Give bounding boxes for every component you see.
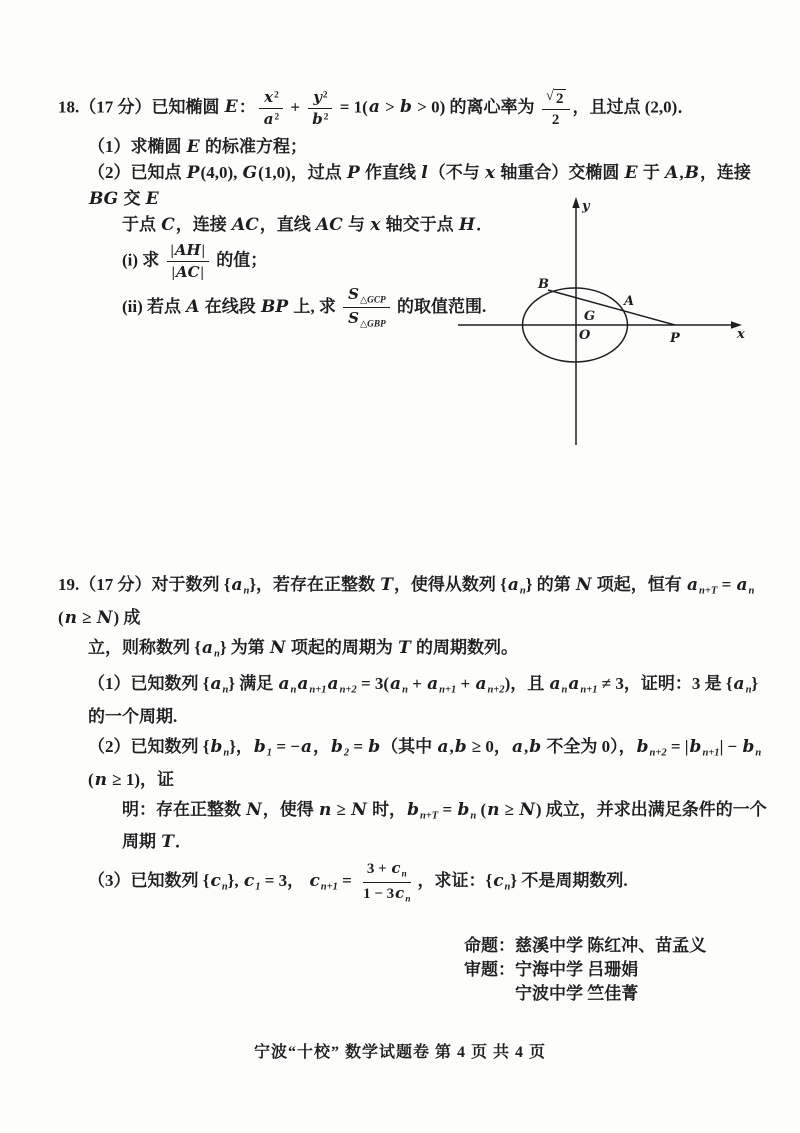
math-text: + [407, 674, 427, 694]
math-text: n+2 [649, 747, 667, 759]
math-text: a [297, 674, 309, 695]
math-radical [546, 89, 566, 108]
math-text: a [300, 737, 312, 758]
math-text: 明：存在正整数 [122, 799, 246, 819]
math-text: = − [272, 737, 300, 757]
math-text: b [368, 737, 381, 758]
math-text: n [223, 747, 230, 759]
label-x: x [737, 327, 745, 342]
math-text: = [438, 799, 457, 819]
math-fraction [167, 241, 209, 282]
math-text: a [568, 674, 580, 695]
math-text: n+1 [439, 685, 457, 697]
math-text: = [717, 575, 736, 594]
math-text: a [278, 674, 290, 695]
label-y: y [582, 199, 590, 214]
math-text: （2）已知点 [88, 163, 186, 182]
math-text: c [309, 871, 320, 892]
math-text: T [161, 832, 174, 853]
credit-reviewer-2: 宁波中学 竺佳菁 [515, 984, 639, 1003]
math-text: 上, 求 [289, 296, 341, 316]
math-text: n [504, 881, 511, 893]
math-text: , [449, 737, 454, 757]
radical-body: 2 [556, 91, 564, 108]
math-text: AC [316, 215, 343, 235]
math-text: b [454, 737, 467, 758]
math-text: ≥ [78, 607, 96, 627]
page-footer: 宁波“十校” 数学试题卷 第 4 页 共 4 页 [253, 1044, 546, 1061]
math-text: a [687, 575, 699, 595]
math-text: }， [229, 737, 253, 757]
label-point-a: A [624, 294, 635, 309]
math-text: (1,0)，过点 [258, 163, 346, 182]
math-text: n [319, 799, 332, 820]
math-text: n [94, 769, 108, 790]
math-text: N [351, 799, 367, 820]
math-text: ，且过点 (2,0)． [572, 97, 695, 117]
fraction-denominator [548, 110, 564, 129]
label-point-g: G [584, 309, 596, 324]
math-text: ，连接 [699, 163, 751, 182]
math-text: ： [238, 97, 256, 117]
math-text: 的取值范围. [392, 296, 487, 316]
math-fraction [343, 285, 390, 331]
math-text: ≥ 0， [467, 737, 511, 757]
math-text: n+T [419, 810, 439, 822]
math-text: （1）求椭圆 [88, 137, 186, 156]
problem-19-part2-line1 [58, 734, 774, 793]
math-text: 3 + [366, 861, 391, 878]
math-text: BP [260, 296, 289, 317]
math-text: 2 [323, 112, 329, 123]
math-text: 立，则称数列 { [88, 637, 201, 657]
math-text: + [286, 97, 305, 117]
fraction-denominator [168, 262, 208, 282]
math-text: ≠ 3，证明：3 是 { [597, 674, 733, 694]
math-text: C [161, 215, 175, 235]
math-text: } 为第 [219, 637, 270, 657]
math-text: c [391, 859, 401, 878]
math-text: n [487, 799, 500, 820]
math-text: （2）已知数列 { [88, 737, 210, 757]
math-text: n [748, 585, 755, 597]
math-text: n [519, 585, 526, 597]
math-text: )，且 [504, 674, 549, 694]
math-text: A [186, 296, 200, 317]
math-text: a [390, 674, 402, 695]
math-text: ≥ 1)，证 [108, 769, 175, 789]
label-origin: O [579, 328, 591, 343]
math-text: BG [89, 189, 119, 209]
math-text: （不与 [428, 163, 484, 182]
math-text: (4,0), [200, 163, 242, 182]
math-text: n+1 [320, 881, 338, 893]
credit-reviewer-1: 审题：宁海中学 吕珊娟 [464, 960, 639, 979]
math-text: ，使得 [262, 799, 319, 819]
math-text: a [210, 674, 222, 695]
problem-19 [58, 572, 774, 909]
math-text: ( [476, 799, 487, 819]
math-text: } 满足 [228, 674, 278, 694]
math-text: = [349, 737, 368, 757]
math-text: = 3( [356, 674, 390, 694]
math-text: a [507, 575, 519, 595]
math-text: ( [58, 607, 64, 627]
math-text: } 的第 [525, 575, 575, 594]
math-text: | − [719, 737, 742, 757]
math-text: b [529, 737, 542, 758]
math-text: ≥ [500, 799, 519, 819]
math-text: 项起，恒有 [592, 575, 687, 594]
math-text: ， [312, 737, 330, 757]
math-text: a [231, 575, 243, 595]
math-text: 与 [343, 215, 370, 234]
math-text: E [624, 163, 638, 183]
math-text: | [200, 265, 204, 281]
math-text: n [243, 585, 250, 597]
math-text: | [171, 265, 175, 281]
math-text: b [636, 737, 649, 758]
math-text: （其中 [381, 737, 437, 757]
math-text: = | [666, 737, 689, 757]
math-text: 18.（17 分）已知椭圆 [58, 97, 224, 117]
math-text: x [264, 88, 274, 106]
math-text: n+1 [580, 685, 598, 697]
math-text: n [745, 685, 752, 697]
math-text: n [402, 685, 408, 697]
math-fraction [359, 859, 414, 905]
math-text: P [346, 163, 360, 183]
math-text: n [755, 747, 762, 759]
math-text: T [398, 637, 411, 658]
math-text: 2 [551, 111, 560, 128]
math-text: , [523, 737, 529, 757]
math-text: 1 − 3 [363, 885, 395, 902]
math-text: 1 [266, 747, 273, 759]
math-text: = 1( [335, 97, 368, 117]
credits-block [464, 934, 706, 1006]
math-text: n+1 [702, 747, 720, 759]
math-text: n [64, 607, 78, 628]
math-text: △GBP [359, 319, 386, 330]
math-text: (ii) 若点 [122, 296, 186, 316]
math-text: AH [174, 241, 201, 259]
math-text: a [368, 97, 380, 118]
math-text: y [313, 88, 322, 106]
math-text: （3）已知数列 { [88, 871, 210, 891]
fraction-numerator [343, 285, 390, 308]
math-text: a [733, 674, 745, 695]
math-text: T [380, 575, 393, 595]
math-text: 项起的周期为 [286, 637, 398, 657]
math-text: ，直线 [259, 215, 316, 234]
fraction-numerator [167, 241, 209, 262]
math-text: ) 成 [113, 607, 141, 627]
math-text: x [370, 215, 381, 235]
y-axis-arrow-icon [572, 197, 579, 208]
math-text: b [312, 110, 323, 128]
math-text: b [253, 737, 266, 758]
math-text: N [270, 637, 286, 658]
math-text: H [458, 215, 475, 235]
radical-sign: √ [545, 88, 554, 105]
math-text: 的标准方程； [200, 137, 307, 156]
math-text: E [224, 97, 238, 118]
math-text: x [485, 163, 496, 183]
secant-line-bp [548, 290, 675, 325]
math-text: ( [88, 769, 94, 789]
math-text: 时， [367, 799, 407, 819]
math-text: }, [227, 871, 243, 891]
math-text: b [210, 737, 223, 758]
math-text: N [519, 799, 535, 820]
math-text: ． [174, 832, 192, 852]
math-text: , [679, 163, 684, 182]
math-text: 2 [274, 112, 280, 123]
math-text: ，求证：{ [417, 871, 493, 891]
math-text: G [242, 163, 258, 183]
math-text: + [456, 674, 475, 694]
math-text: b [689, 737, 702, 758]
math-text: n+2 [339, 685, 357, 697]
fraction-numerator [542, 88, 570, 110]
math-text: 于 [638, 163, 665, 182]
fraction-denominator [307, 109, 332, 129]
math-text: a [263, 110, 274, 128]
math-text: 作直线 [360, 163, 421, 182]
fraction-numerator [259, 88, 283, 109]
math-fraction [542, 88, 570, 129]
math-text: 2 [343, 747, 350, 759]
math-text: N [96, 607, 113, 628]
math-text: > [380, 97, 400, 117]
math-text: a [511, 737, 523, 758]
math-text: a [201, 637, 213, 658]
math-text: 的值； [211, 250, 268, 270]
math-text: 不全为 0）， [542, 737, 636, 757]
math-text: n [213, 648, 220, 660]
math-text: n+T [699, 585, 718, 597]
math-text: } 不是周期数列. [510, 871, 628, 891]
math-text: c [493, 871, 504, 892]
math-text: }，若存在正整数 [249, 575, 380, 594]
problem-19-part1 [58, 671, 774, 730]
math-text: 于点 [122, 215, 161, 234]
math-text: | [201, 243, 205, 259]
math-text: n [221, 881, 228, 893]
math-text: AC [232, 215, 259, 235]
problem-18-statement [58, 88, 772, 129]
math-text: } 的一个周期. [88, 674, 759, 727]
math-text: l [421, 163, 428, 183]
math-fraction [307, 88, 332, 129]
math-text: n [290, 685, 297, 697]
math-text: a [437, 737, 449, 758]
math-text: 轴交于点 [381, 215, 458, 234]
math-text: ，使得从数列 { [393, 575, 507, 594]
math-text: a [549, 674, 561, 695]
math-text: N [575, 575, 592, 595]
math-text: ． [475, 215, 493, 234]
credit-setter: 命题：慈溪中学 陈红冲、苗孟义 [464, 936, 707, 955]
math-text: ) 成立，并求出满足条件的一个周期 [122, 799, 767, 852]
math-text: 19.（17 分）对于数列 { [58, 575, 231, 594]
math-text: ，连接 [175, 215, 232, 234]
math-text: n [401, 869, 407, 880]
problem-19-part3 [58, 859, 774, 905]
math-text: （1）已知数列 { [88, 674, 210, 694]
math-text: | [170, 243, 174, 259]
ellipse-figure [448, 192, 748, 454]
math-text: n+2 [487, 685, 505, 697]
fraction-denominator [259, 109, 283, 129]
fraction-denominator [359, 883, 414, 905]
math-text: 的周期数列。 [411, 637, 518, 657]
math-text: 2 [322, 90, 328, 101]
math-text: ≥ [332, 799, 351, 819]
math-text: n [222, 685, 229, 697]
math-text: a [475, 674, 487, 695]
problem-18-part1 [58, 134, 772, 160]
math-text: b [400, 97, 412, 118]
math-text: 在线段 [200, 296, 260, 316]
math-text: A [665, 163, 679, 183]
fraction-numerator [363, 859, 411, 882]
math-text: n [561, 685, 568, 697]
problem-19-statement-line1 [58, 572, 774, 631]
math-text: b [407, 799, 419, 820]
math-text: 1 [255, 881, 261, 893]
math-text: a [427, 674, 439, 695]
math-text: c [395, 883, 405, 902]
label-point-p: P [670, 331, 680, 346]
math-text: B [684, 163, 699, 183]
math-text: a [327, 674, 339, 695]
math-text: △GCP [359, 295, 386, 306]
math-text: 交 [119, 189, 145, 208]
math-text: b [742, 737, 755, 758]
fraction-denominator [343, 308, 390, 330]
math-text: S [348, 309, 359, 328]
math-text: n [470, 810, 477, 822]
math-fraction [259, 88, 283, 129]
math-text: n [405, 894, 411, 905]
label-point-b: B [538, 277, 549, 292]
problem-19-part2-line2 [58, 797, 774, 856]
math-text: > 0) 的离心率为 [412, 97, 539, 117]
math-text: n+1 [309, 685, 327, 697]
math-text: c [210, 871, 221, 892]
math-text: = [337, 871, 357, 891]
math-text: E [145, 189, 159, 209]
math-text: b [330, 737, 343, 758]
math-text: S [348, 285, 359, 303]
fraction-numerator [308, 88, 331, 109]
math-text: E [186, 137, 200, 157]
math-text: AC [175, 263, 200, 281]
math-text: 轴重合）交椭圆 [496, 163, 624, 182]
math-text: P [186, 163, 200, 183]
math-text: c [243, 871, 255, 892]
math-text: N [246, 799, 262, 820]
math-text: = 3， [260, 871, 309, 891]
math-text: 2 [274, 90, 279, 101]
problem-19-statement-line2 [58, 635, 774, 668]
math-text: (i) 求 [122, 250, 164, 270]
math-text: b [457, 799, 470, 820]
math-text: a [736, 575, 748, 595]
